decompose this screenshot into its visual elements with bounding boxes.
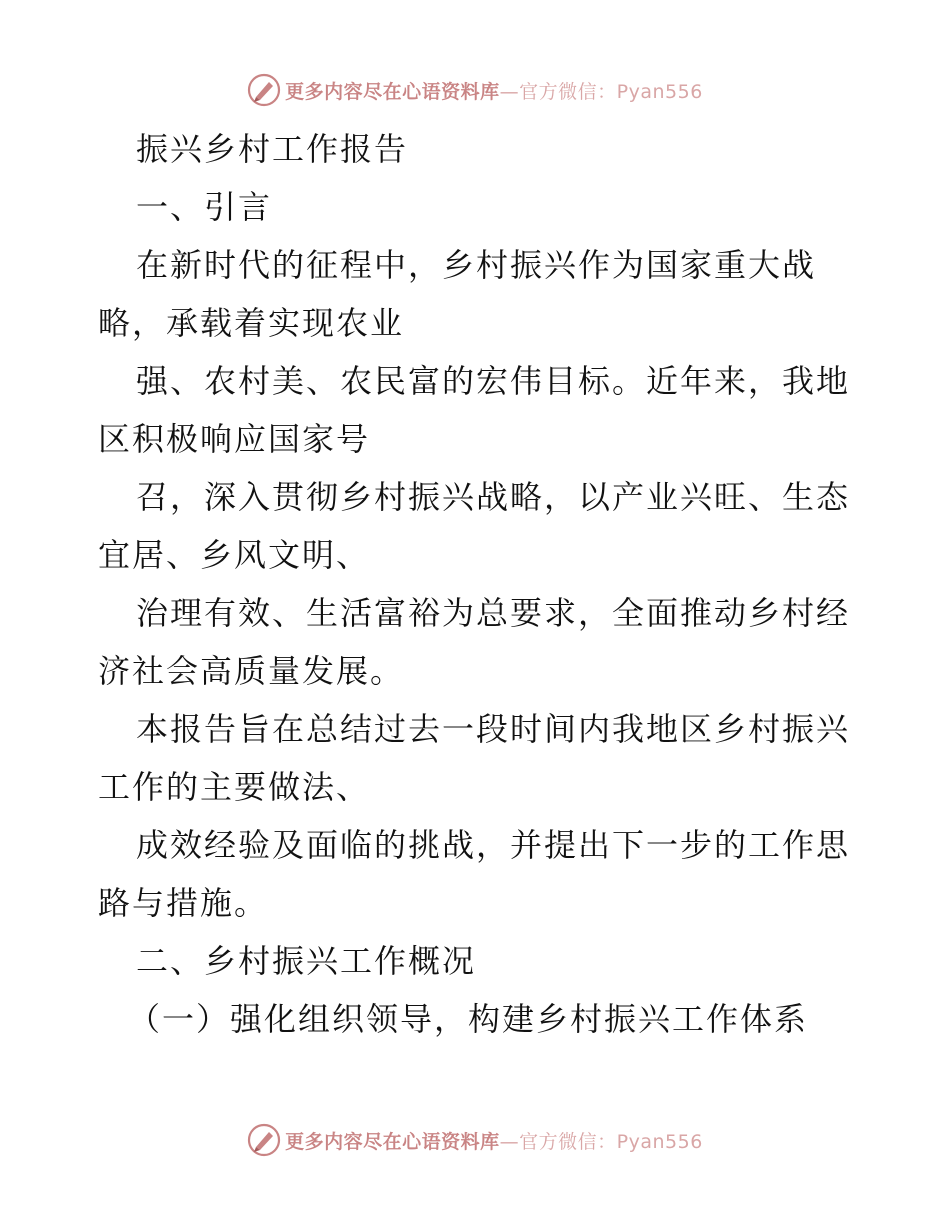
banner-brand: 更多内容尽在心语资料库 <box>285 1130 500 1153</box>
footer-watermark <box>0 1120 950 1160</box>
paragraph-line: 略，承载着实现农业 <box>98 304 405 342</box>
banner-wechat: 官方微信：Pyan556 <box>519 1130 703 1153</box>
document-body <box>98 120 858 1048</box>
paragraph-line: 本报告旨在总结过去一段时间内我地区乡村振兴 <box>136 710 851 748</box>
paragraph-line: 济社会高质量发展。 <box>98 652 405 690</box>
paragraph-line: 召，深入贯彻乡村振兴战略，以产业兴旺、生态 <box>136 478 851 516</box>
header-watermark <box>0 70 950 110</box>
banner-separator: — <box>499 1130 520 1153</box>
section-heading-intro: 一、引言 <box>136 188 273 226</box>
banner-separator: — <box>499 80 520 103</box>
paragraph-line: 在新时代的征程中，乡村振兴作为国家重大战 <box>136 246 817 284</box>
doc-title: 振兴乡村工作报告 <box>136 130 409 168</box>
paragraph-line: 成效经验及面临的挑战，并提出下一步的工作思 <box>136 826 851 864</box>
pen-logo-icon <box>247 1123 281 1157</box>
paragraph-line: 工作的主要做法、 <box>98 768 371 806</box>
paragraph-line: 强、农村美、农民富的宏伟目标。近年来，我地 <box>136 362 851 400</box>
paragraph-line: 宜居、乡风文明、 <box>98 536 371 574</box>
subsection-heading: （一）强化组织领导，构建乡村振兴工作体系 <box>128 1000 809 1038</box>
paragraph-line: 区积极响应国家号 <box>98 420 371 458</box>
banner-wechat: 官方微信：Pyan556 <box>519 80 703 103</box>
banner-brand: 更多内容尽在心语资料库 <box>285 80 500 103</box>
section-heading-overview: 二、乡村振兴工作概况 <box>136 942 477 980</box>
pen-logo-icon <box>247 73 281 107</box>
paragraph-line: 治理有效、生活富裕为总要求，全面推动乡村经 <box>136 594 851 632</box>
paragraph-line: 路与措施。 <box>98 884 269 922</box>
